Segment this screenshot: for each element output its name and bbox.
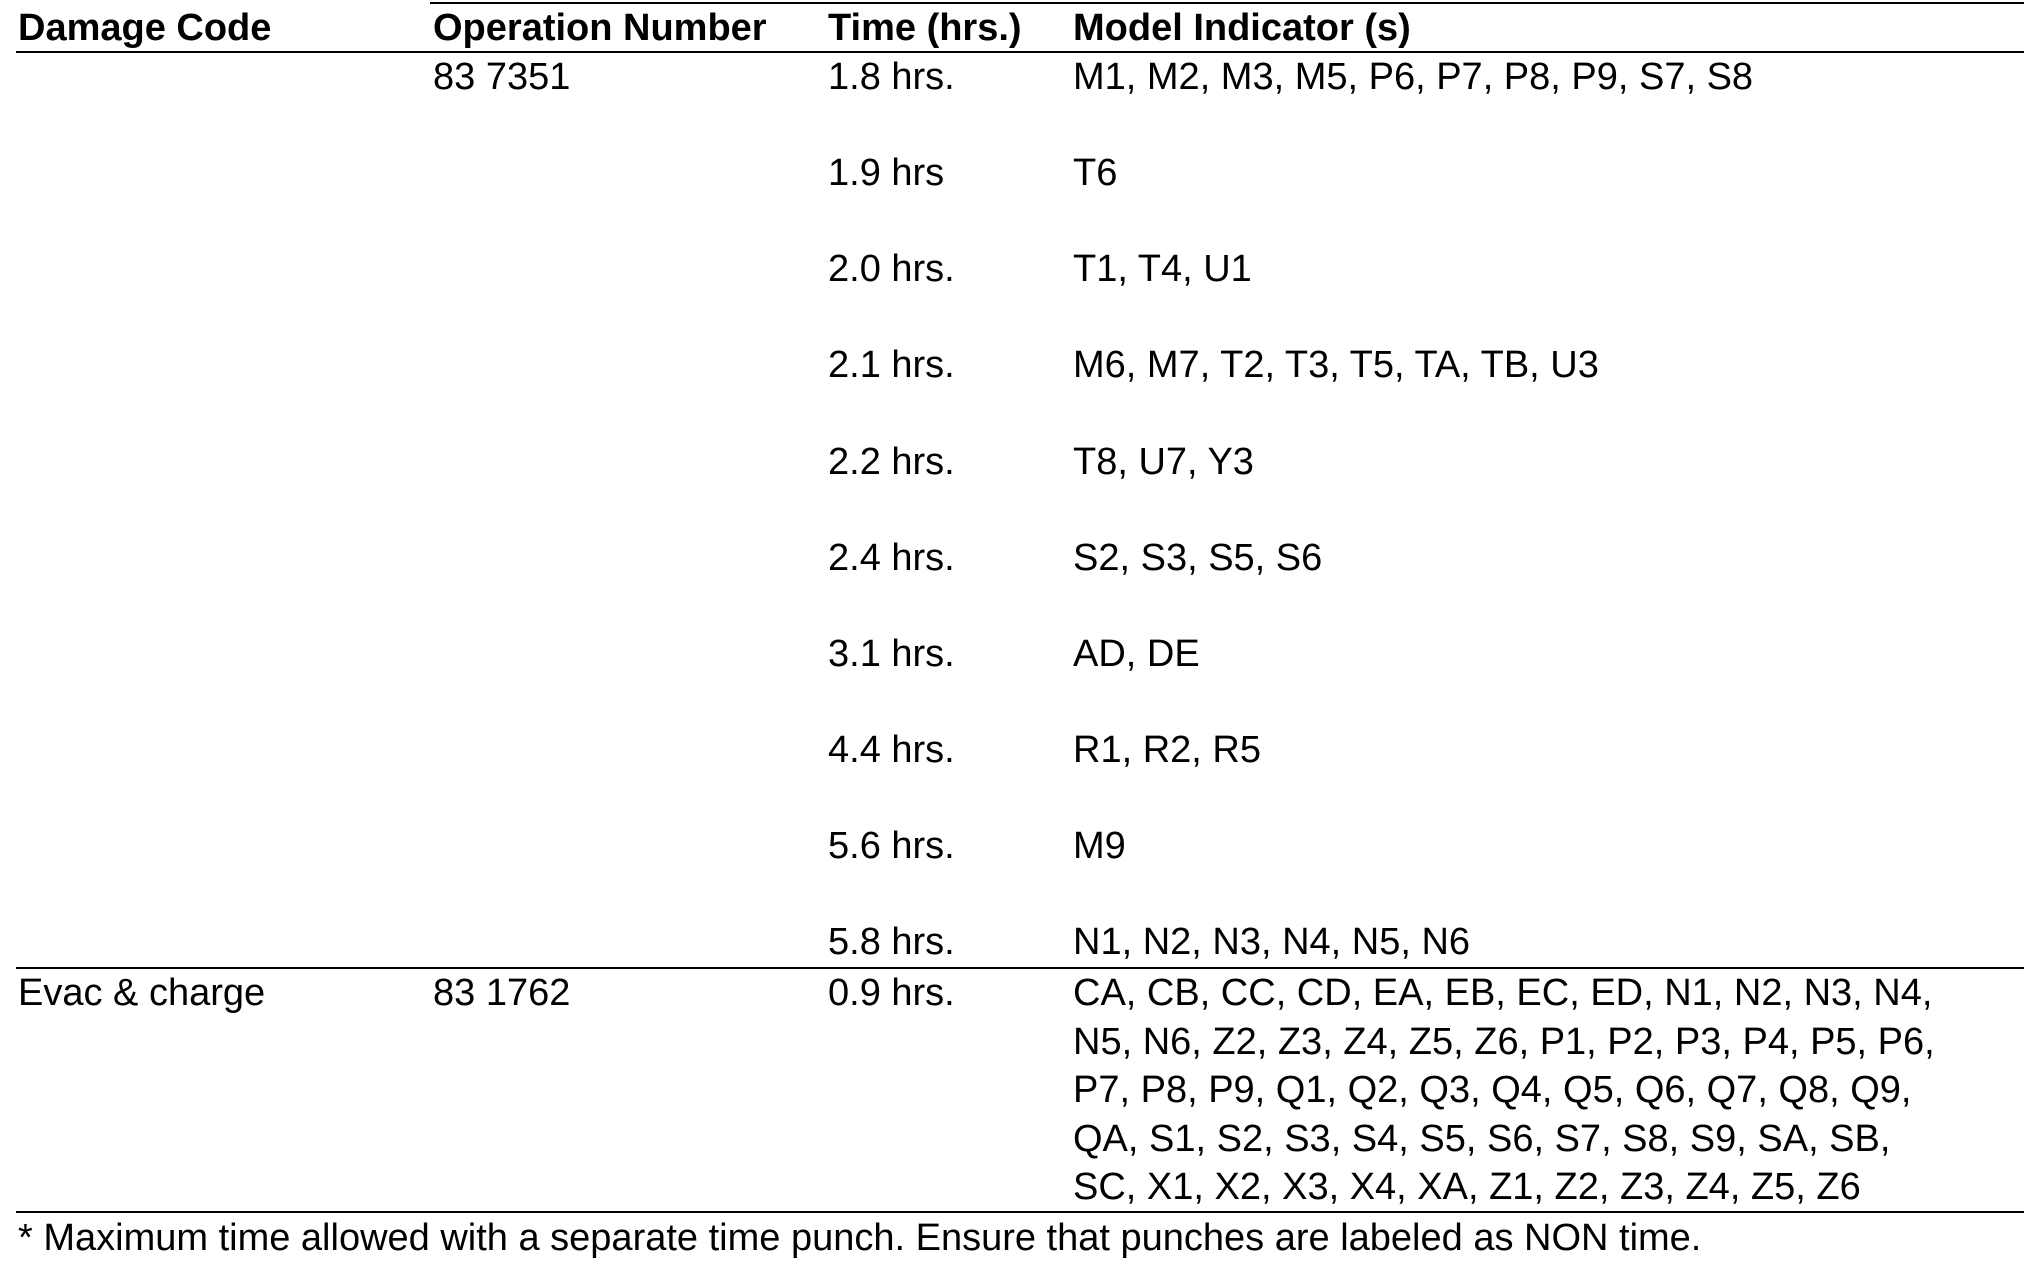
time-cell: 2.2 hrs. bbox=[828, 441, 955, 483]
model-cell: S2, S3, S5, S6 bbox=[1073, 537, 1323, 579]
model-cell: T8, U7, Y3 bbox=[1073, 441, 1254, 483]
time-cell: 2.1 hrs. bbox=[828, 344, 955, 386]
model-cell: M6, M7, T2, T3, T5, TA, TB, U3 bbox=[1073, 344, 1599, 386]
group2-time: 0.9 hrs. bbox=[828, 972, 955, 1014]
time-cell: 5.8 hrs. bbox=[828, 921, 955, 963]
header-model-indicator: Model Indicator (s) bbox=[1073, 7, 1411, 49]
group2-damage-code: Evac & charge bbox=[18, 972, 266, 1014]
model-line: QA, S1, S2, S3, S4, S5, S6, S7, S8, S9, SA, SB, bbox=[1073, 1117, 1891, 1160]
time-cell: 1.8 hrs. bbox=[828, 56, 955, 98]
time-cell: 5.6 hrs. bbox=[828, 825, 955, 867]
model-line: P7, P8, P9, Q1, Q2, Q3, Q4, Q5, Q6, Q7, Q8, Q9, bbox=[1073, 1069, 1912, 1111]
time-cell: 3.1 hrs. bbox=[828, 633, 955, 675]
header-operation-number: Operation Number bbox=[433, 7, 767, 49]
model-cell: M1, M2, M3, M5, P6, P7, P8, P9, S7, S8 bbox=[1073, 56, 1754, 98]
model-cell: T1, T4, U1 bbox=[1073, 248, 1252, 290]
header-time: Time (hrs.) bbox=[828, 7, 1022, 49]
group2-operation-number: 83 1762 bbox=[433, 972, 571, 1014]
time-cell: 4.4 hrs. bbox=[828, 729, 955, 771]
model-cell: T6 bbox=[1073, 152, 1118, 194]
model-line: CA, CB, CC, CD, EA, EB, EC, ED, N1, N2, N3, N4, bbox=[1073, 972, 1933, 1014]
model-cell: R1, R2, R5 bbox=[1073, 729, 1261, 771]
time-cell: 2.4 hrs. bbox=[828, 537, 955, 579]
model-cell: AD, DE bbox=[1073, 633, 1200, 675]
model-line: SC, X1, X2, X3, X4, XA, Z1, Z2, Z3, Z4, Z5, Z6 bbox=[1073, 1166, 1861, 1208]
time-cell: 1.9 hrs bbox=[828, 152, 945, 194]
model-cell: N1, N2, N3, N4, N5, N6 bbox=[1073, 921, 1471, 963]
model-cell: M9 bbox=[1073, 825, 1126, 867]
table-bottom-rule bbox=[16, 1211, 2024, 1213]
header-damage-code: Damage Code bbox=[18, 7, 272, 49]
group2-model-list bbox=[1073, 969, 1935, 1212]
group1-operation-number: 83 7351 bbox=[433, 56, 571, 98]
model-line: N5, N6, Z2, Z3, Z4, Z5, Z6, P1, P2, P3, P4, P5, P6, bbox=[1073, 1020, 1935, 1063]
time-cell: 2.0 hrs. bbox=[828, 248, 955, 290]
footnote: * Maximum time allowed with a separate time punch. Ensure that punches are labeled as NON time. bbox=[18, 1217, 1702, 1259]
